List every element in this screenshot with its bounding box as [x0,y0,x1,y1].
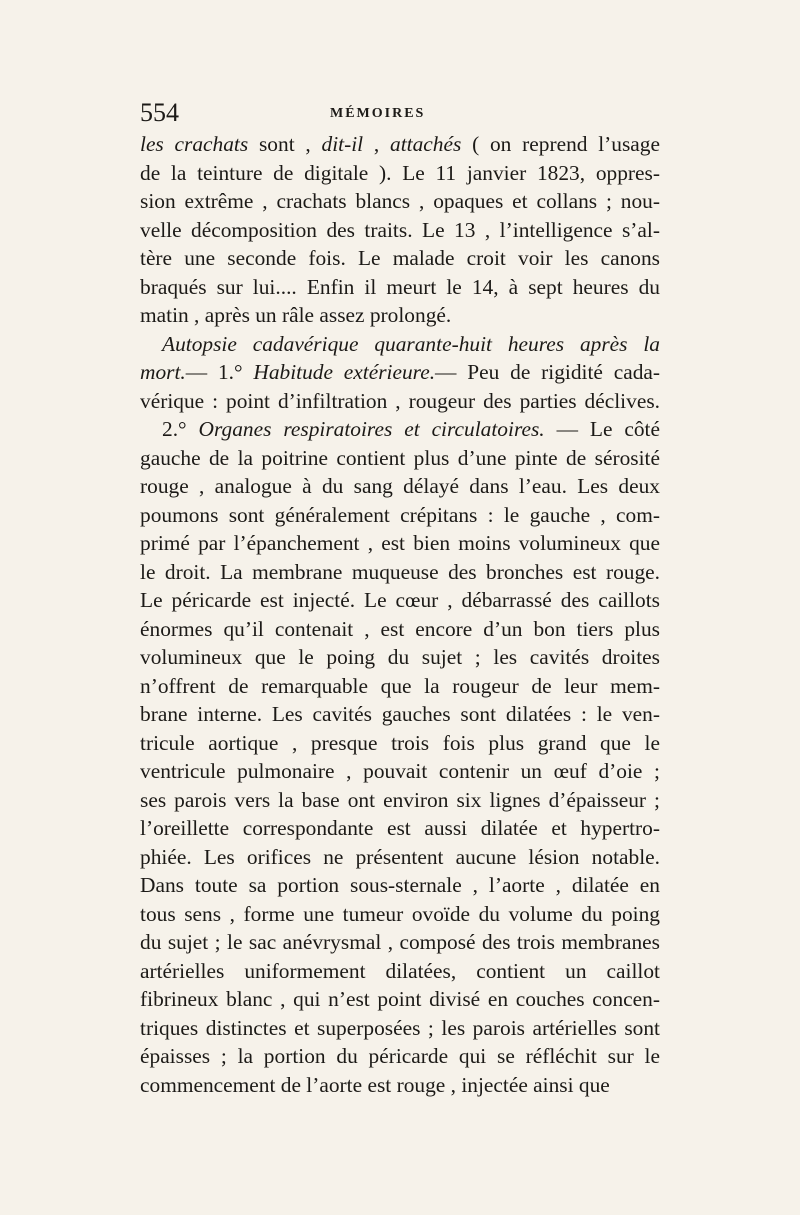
text-run: velle décomposition des traits. Le 13 , l’intelligence s’al- [140,217,660,242]
text-run: épaisses ; la portion du péricarde qui se réfléchit sur le [140,1044,660,1068]
text-line [140,558,660,587]
text-line [140,757,660,786]
text-line [140,786,660,815]
text-run: 2.° [162,417,199,441]
text-line [140,1042,660,1071]
text-line [140,700,660,729]
text-run: phiée. Les orifices ne présentent aucune lésion notable. [140,844,660,869]
text-line [140,1014,660,1043]
text-line [140,415,660,444]
italic-text: mort. [140,360,186,384]
text-line [140,843,660,872]
text-line [140,643,660,672]
italic-text: les crachats [140,132,249,156]
text-run: Le péricarde est injecté. Le cœur , débarrassé des caillots [140,588,660,612]
italic-text: Habitude extérieure. [253,360,436,384]
text-line [140,900,660,929]
italic-text: Organes respiratoires et circulatoires. [198,417,545,441]
text-run: l’oreillette correspondante est aussi dilatée et hypertro- [140,816,660,840]
text-run: triques distinctes et superposées ; les parois artérielles sont [140,1015,660,1040]
text-line [140,216,660,245]
text-run: braqués sur lui.... Enfin il meurt le 14, à sept heures du [140,274,660,299]
text-run: — 1.° [185,360,254,384]
text-run: sion extrême , crachats blancs , opaques et collans ; nou- [140,189,660,213]
text-run: tous sens , forme une tumeur ovoïde du volume du poing [140,901,660,926]
text-run: primé par l’épanchement , est bien moins volumineux que [140,531,660,555]
text-line [140,957,660,986]
text-line [140,301,660,330]
text-run: le droit. La membrane muqueuse des bronches est rouge. [140,559,660,584]
text-line [140,814,660,843]
text-run: énormes qu’il contenait , est encore d’un bon tiers plus [140,616,660,641]
text-run: ( on reprend l’usage [461,132,660,156]
text-run: ventricule pulmonaire , pouvait contenir un œuf d’oie ; [140,759,660,783]
text-line [140,273,660,302]
text-line [140,928,660,957]
text-line [140,586,660,615]
text-line [140,244,660,273]
text-line [140,387,660,416]
text-line [140,130,660,159]
text-run: — Peu de rigidité cada- [435,360,660,384]
text-run: gauche de la poitrine contient plus d’une pinte de sérosité [140,445,660,470]
text-line [140,444,660,473]
text-line [140,187,660,216]
text-line [140,985,660,1014]
text-run: de la teinture de digitale ). Le 11 janvier 1823, oppres- [140,160,660,185]
body-text [140,130,660,1099]
text-run: rouge , analogue à du sang délayé dans l’eau. Les deux [140,474,660,498]
text-run: vérique : point d’infiltration , rougeur des parties déclives. [140,388,660,413]
italic-text: Autopsie cadavérique quarante-huit heures après la [162,331,660,356]
page-header [140,98,668,130]
text-line [140,1071,660,1100]
text-line [140,729,660,758]
text-run: ses parois vers la base ont environ six lignes d’épaisseur ; [140,787,660,812]
text-line [140,330,660,359]
text-line [140,159,660,188]
text-run: poumons sont généralement crépitans : le gauche , com- [140,502,660,527]
text-line [140,472,660,501]
text-run: volumineux que le poing du sujet ; les cavités droites [140,645,660,669]
text-line [140,501,660,530]
text-run: tère une seconde fois. Le malade croit voir les canons [140,246,660,270]
text-line [140,529,660,558]
text-line [140,672,660,701]
text-run: — Le côté [544,417,660,441]
text-line [140,615,660,644]
text-line [140,871,660,900]
italic-text: attachés [390,132,462,156]
text-run: fibrineux blanc , qui n’est point divisé en couches concen- [140,987,660,1011]
text-run: artérielles uniformement dilatées, contient un caillot [140,958,660,983]
text-run: matin , après un râle assez prolongé. [140,303,452,327]
text-line [140,358,660,387]
text-run: Dans toute sa portion sous-sternale , l’aorte , dilatée en [140,873,660,897]
page-number: 554 [140,98,179,127]
italic-text: dit-il [321,132,364,156]
text-run: tricule aortique , presque trois fois plus grand que le [140,730,660,755]
text-run: du sujet ; le sac anévrysmal , composé des trois membranes [140,930,660,954]
text-run: brane interne. Les cavités gauches sont dilatées : le ven- [140,702,660,726]
text-run: commencement de l’aorte est rouge , injectée ainsi que [140,1072,610,1097]
text-run: , [363,132,391,156]
text-run: sont , [248,132,322,156]
running-head: MÉMOIRES [330,106,426,121]
text-run: n’offrent de remarquable que la rougeur de leur mem- [140,673,660,698]
